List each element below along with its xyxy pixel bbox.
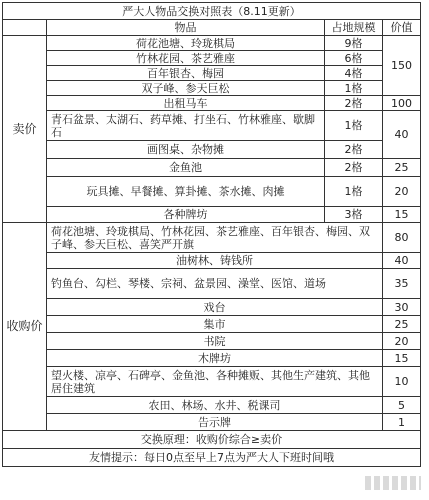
buy-row-price: 15 xyxy=(383,350,421,367)
sell-row-item: 荷花池塘、玲珑棋局 xyxy=(47,36,325,51)
sell-row-area: 3格 xyxy=(325,207,383,223)
sell-price-100: 100 xyxy=(383,96,421,111)
table-title: 严大人物品交换对照表（8.11更新） xyxy=(3,3,421,20)
sell-row-area: 2格 xyxy=(325,141,383,159)
sell-row-item: 青石盆景、太湖石、药草摊、打坐石、竹林雅座、歇脚石 xyxy=(47,111,325,141)
buy-row-item: 告示牌 xyxy=(47,414,383,431)
buy-row-item: 木牌坊 xyxy=(47,350,383,367)
sell-row-area: 2格 xyxy=(325,96,383,111)
buy-row-item: 荷花池塘、玲珑棋局、竹林花园、茶艺雅座、百年银杏、梅园、双子峰、参天巨松、喜笑严开旗 xyxy=(47,223,383,253)
buy-row-price: 10 xyxy=(383,367,421,397)
sell-row-item: 竹林花园、茶艺雅座 xyxy=(47,51,325,66)
sell-row-item: 各种牌坊 xyxy=(47,207,325,223)
buy-row-item: 书院 xyxy=(47,333,383,350)
sell-row-item: 画图桌、杂物摊 xyxy=(47,141,325,159)
footer-tip: 友情提示：每日0点至早上7点为严大人下班时间哦 xyxy=(3,449,421,467)
section-buy-label: 收购价 xyxy=(3,223,47,431)
buy-row-price: 1 xyxy=(383,414,421,431)
sell-price-20: 20 xyxy=(383,177,421,207)
footer-principle: 交换原理：收购价综合≥卖价 xyxy=(3,431,421,449)
buy-row-item: 农田、林场、水井、税课司 xyxy=(47,397,383,414)
header-blank xyxy=(3,20,47,36)
sell-row-area: 6格 xyxy=(325,51,383,66)
sell-row-item: 双子峰、参天巨松 xyxy=(47,81,325,96)
sell-row-item: 金鱼池 xyxy=(47,159,325,177)
buy-row-price: 40 xyxy=(383,253,421,269)
buy-row-price: 80 xyxy=(383,223,421,253)
buy-row-item: 油树林、铸钱所 xyxy=(47,253,383,269)
sell-row-area: 1格 xyxy=(325,111,383,141)
buy-row-price: 5 xyxy=(383,397,421,414)
buy-row-price: 20 xyxy=(383,333,421,350)
buy-row-item: 望火楼、凉亭、石碑亭、金鱼池、各种摊贩、其他生产建筑、其他居住建筑 xyxy=(47,367,383,397)
sell-row-area: 1格 xyxy=(325,177,383,207)
buy-row-item: 集市 xyxy=(47,316,383,333)
header-item: 物品 xyxy=(47,20,325,36)
header-area: 占地规模 xyxy=(325,20,383,36)
sell-price-15: 15 xyxy=(383,207,421,223)
sell-row-area: 4格 xyxy=(325,66,383,81)
section-sell-label: 卖价 xyxy=(3,36,47,223)
sell-row-item: 出租马车 xyxy=(47,96,325,111)
sell-row-item: 玩具摊、早餐摊、算卦摊、茶水摊、肉摊 xyxy=(47,177,325,207)
buy-row-price: 35 xyxy=(383,269,421,299)
sell-price-40: 40 xyxy=(383,111,421,159)
sell-row-area: 1格 xyxy=(325,81,383,96)
exchange-table xyxy=(2,2,421,467)
sell-row-area: 2格 xyxy=(325,159,383,177)
sell-row-area: 9格 xyxy=(325,36,383,51)
buy-row-price: 25 xyxy=(383,316,421,333)
buy-row-item: 戏台 xyxy=(47,299,383,316)
watermark-logo xyxy=(365,476,421,490)
sell-row-item: 百年银杏、梅园 xyxy=(47,66,325,81)
buy-row-item: 钓鱼台、勾栏、琴楼、宗祠、盆景园、澡堂、医馆、道场 xyxy=(47,269,383,299)
sell-price-25: 25 xyxy=(383,159,421,177)
header-price: 价值 xyxy=(383,20,421,36)
buy-row-price: 30 xyxy=(383,299,421,316)
sell-price-150: 150 xyxy=(383,36,421,96)
